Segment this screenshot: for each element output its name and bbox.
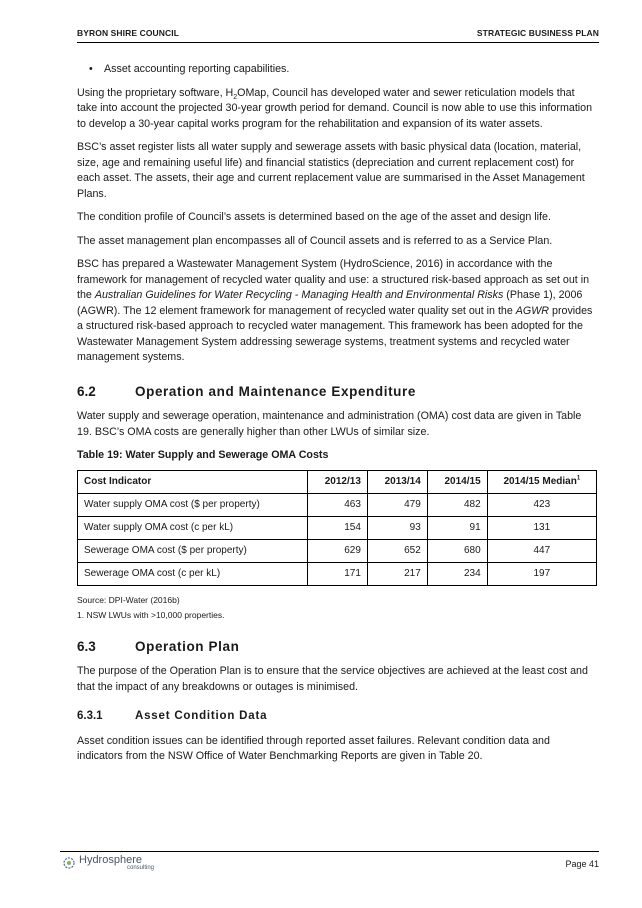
table-footnote: 1. NSW LWUs with >10,000 properties. (77, 609, 225, 620)
hydrosphere-logo-icon (62, 856, 76, 870)
page-header (77, 28, 599, 38)
table-cell: 482 (427, 493, 487, 516)
table-cell: 479 (367, 493, 427, 516)
table-cell: Water supply OMA cost (c per kL) (78, 516, 308, 539)
paragraph-wastewater-system: BSC has prepared a Wastewater Management System (HydroScience, 2016) in accordance with the framework for management of recycled water quality and use: a structured risk-based approach as set out in the Australian Guidelines for Water Recycling - Managing Health and Environmental Risks (Phase 1), 2006 (AGWR). The 12 element framework for management of recycled water quality set out in the AGWR provides a structured risk-based approach to recycled water management. This framework has been adopted for the Wastewater Management System addressing sewerage systems, treatment systems and recycled water management systems. (77, 258, 593, 363)
logo-subtext: consulting (127, 865, 155, 871)
table-header-row (78, 470, 597, 493)
section-number: 6.3.1 (77, 710, 103, 722)
table-row (78, 516, 597, 539)
table-cell: 197 (487, 562, 596, 585)
section-number: 6.3 (77, 638, 96, 654)
paragraph-condition-profile: The condition profile of Council’s assets is determined based on the age of the asset and design life. (77, 211, 551, 223)
table-cell: 93 (367, 516, 427, 539)
table-cell: Sewerage OMA cost (c per kL) (78, 562, 308, 585)
oma-cost-table (77, 470, 597, 586)
section-number: 6.2 (77, 383, 96, 399)
table-cell: 171 (308, 562, 368, 585)
table-header-cell: Cost Indicator (78, 470, 308, 493)
section-heading-6-3-1 (77, 709, 597, 725)
hydrosphere-logo (62, 855, 154, 871)
table-cell: 234 (427, 562, 487, 585)
paragraph-oma-intro: Water supply and sewerage operation, maintenance and administration (OMA) cost data are given in Table 19. BSC’s OMA costs are generally higher than other LWUs of similar size. (77, 410, 582, 438)
table-row (78, 539, 597, 562)
table-row (78, 562, 597, 585)
table-cell: 447 (487, 539, 596, 562)
table-caption: Table 19: Water Supply and Sewerage OMA Costs (77, 449, 329, 461)
paragraph-h2omap: Using the proprietary software, $H_2OMap$, Council has developed water and sewer reticulation models that take into account the projected 30-year growth period for demand. Council is now able to use this information to develop a 30-year capital works program for the rehabilitation and expansion of its water assets. (77, 86, 593, 130)
table-header-cell: 2014/15 Median$^1$ (487, 470, 596, 493)
table-cell: 629 (308, 539, 368, 562)
paragraph-asset-condition: Asset condition issues can be identified through reported asset failures. Relevant condition data and indicators from the NSW Office of Water Benchmarking Reports are given in Table 20. (77, 734, 550, 762)
table-cell: 423 (487, 493, 596, 516)
page-content (77, 62, 597, 773)
logo-text: Hydrosphere (79, 854, 142, 866)
table-header-cell: 2013/14 (367, 470, 427, 493)
table-cell: 154 (308, 516, 368, 539)
paragraph-service-plan: The asset management plan encompasses all of Council assets and is referred to as a Service Plan. (77, 234, 553, 247)
table-cell: Water supply OMA cost ($ per property) (78, 493, 308, 516)
table-header-cell: 2012/13 (308, 470, 368, 493)
bullet-icon: • (89, 63, 93, 75)
footer-rule (60, 851, 599, 852)
header-organisation: BYRON SHIRE COUNCIL (77, 28, 180, 38)
section-title: Operation Plan (135, 638, 240, 654)
table-cell: 217 (367, 562, 427, 585)
table-cell: 131 (487, 516, 596, 539)
table-cell: 91 (427, 516, 487, 539)
header-document-title: STRATEGIC BUSINESS PLAN (476, 28, 599, 38)
header-rule (77, 42, 599, 43)
table-cell: 652 (367, 539, 427, 562)
paragraph-asset-register: BSC’s asset register lists all water supply and sewerage assets with basic physical data (location, material, size, age and remaining useful life) and financial statistics (depreciation and current replacement cost) for each asset. The assets, their age and current replacement value are summarised in the Asset Management Plans. (77, 141, 585, 200)
table-cell: 463 (308, 493, 368, 516)
paragraph-operation-plan: The purpose of the Operation Plan is to ensure that the service objectives are achieved at the least cost and that the impact of any breakdowns or outages is minimised. (77, 665, 588, 693)
bullet-text: Asset accounting reporting capabilities. (104, 63, 290, 75)
table-row (78, 493, 597, 516)
section-title: Asset Condition Data (135, 710, 268, 722)
table-cell: Sewerage OMA cost ($ per property) (78, 539, 308, 562)
section-title: Operation and Maintenance Expenditure (135, 383, 416, 399)
table-source: Source: DPI-Water (2016b) (77, 594, 180, 605)
table-cell: 680 (427, 539, 487, 562)
page-number: Page 41 (565, 859, 599, 869)
section-heading-6-3 (77, 639, 597, 655)
bullet-item (77, 62, 597, 78)
section-heading-6-2 (77, 384, 597, 400)
table-header-cell: 2014/15 (427, 470, 487, 493)
